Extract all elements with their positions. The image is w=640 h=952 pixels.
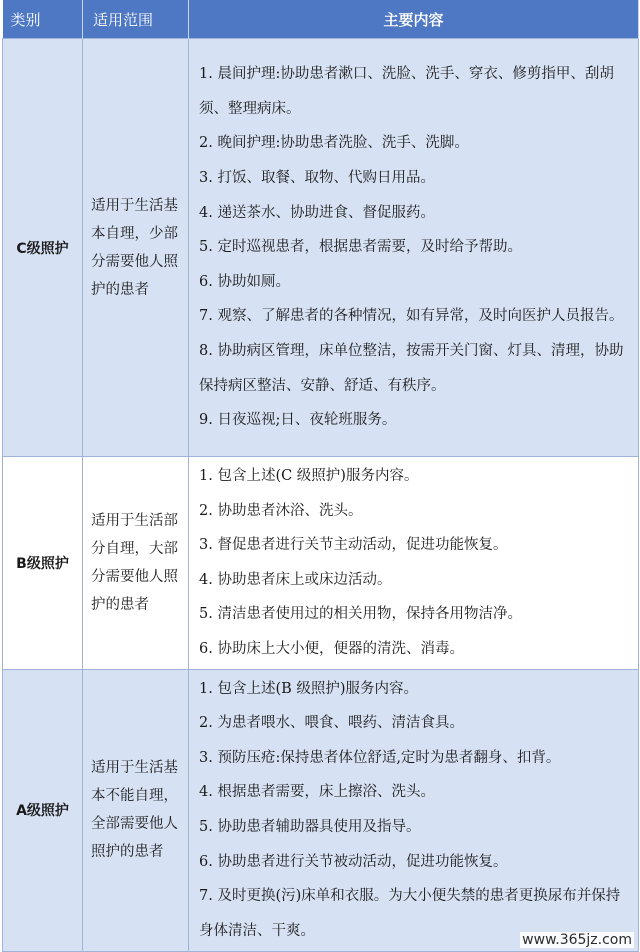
content-item: 5. 定时巡视患者，根据患者需要，及时给予帮助。	[199, 239, 522, 256]
content-item: 2. 晚间护理:协助患者洗脸、洗手、洗脚。	[199, 135, 469, 152]
content-item: 7. 及时更换(污)床单和衣服。为大小便失禁的患者更换尿布并保持身体清洁、干爽。	[199, 888, 621, 939]
content-cell	[189, 457, 639, 670]
content-item: 4. 递送茶水、协助进食、督促服药。	[199, 204, 435, 221]
scope-cell: 适用于生活基本不能自理，全部需要他人照护的患者	[83, 669, 189, 951]
scope-cell: 适用于生活部分自理，大部分需要他人照护的患者	[83, 457, 189, 670]
content-item: 3. 打饭、取餐、取物、代购日用品。	[199, 170, 435, 187]
content-item: 5. 协助患者辅助器具使用及指导。	[199, 819, 421, 836]
content-item: 5. 清洁患者使用过的相关用物，保持各用物洁净。	[199, 606, 522, 623]
content-item: 9. 日夜巡视;日、夜轮班服务。	[199, 412, 397, 429]
content-item: 2. 协助患者沐浴、洗头。	[199, 502, 363, 519]
content-item: 6. 协助床上大小便，便器的清洗、消毒。	[199, 640, 464, 657]
header-category: 类别	[3, 0, 83, 39]
content-item: 4. 协助患者床上或床边活动。	[199, 571, 392, 588]
watermark-text: www.365jz.com	[522, 932, 632, 948]
content-item: 8. 协助病区管理，床单位整洁，按需开关门窗、灯具、清理，协助保持病区整洁、安静、舒适、有秩序。	[199, 342, 624, 394]
content-item: 3. 督促患者进行关节主动活动，促进功能恢复。	[199, 537, 508, 554]
content-item: 7. 观察、了解患者的各种情况，如有异常，及时向医护人员报告。	[199, 308, 624, 325]
content-item: 2. 为患者喂水、喂食、喂药、清洁食具。	[199, 715, 464, 732]
content-item: 6. 协助如厕。	[199, 273, 290, 290]
scope-cell: 适用于生活基本自理，少部分需要他人照护的患者	[83, 39, 189, 457]
content-item: 1. 包含上述(B 级照护)服务内容。	[199, 680, 419, 697]
header-content: 主要内容	[189, 0, 639, 39]
table-row	[3, 39, 639, 457]
content-item: 1. 晨间护理:协助患者漱口、洗脸、洗手、穿衣、修剪指甲、刮胡须、整理病床。	[199, 66, 614, 117]
content-item: 6. 协助患者进行关节被动活动，促进功能恢复。	[199, 853, 508, 870]
content-cell	[189, 39, 639, 457]
content-item: 3. 预防压疮:保持患者体位舒适,定时为患者翻身、扣背。	[199, 749, 561, 766]
content-item: 4. 根据患者需要，床上擦浴、洗头。	[199, 784, 435, 801]
category-cell: C级照护	[3, 39, 83, 457]
table-header-row	[3, 0, 639, 39]
table-row	[3, 669, 639, 951]
care-level-table	[2, 0, 639, 952]
content-item: 1. 包含上述(C 级照护)服务内容。	[199, 468, 419, 484]
category-cell: B级照护	[3, 457, 83, 670]
content-cell	[189, 669, 639, 951]
table-row	[3, 457, 639, 670]
category-cell: A级照护	[3, 669, 83, 951]
header-scope: 适用范围	[83, 0, 189, 39]
